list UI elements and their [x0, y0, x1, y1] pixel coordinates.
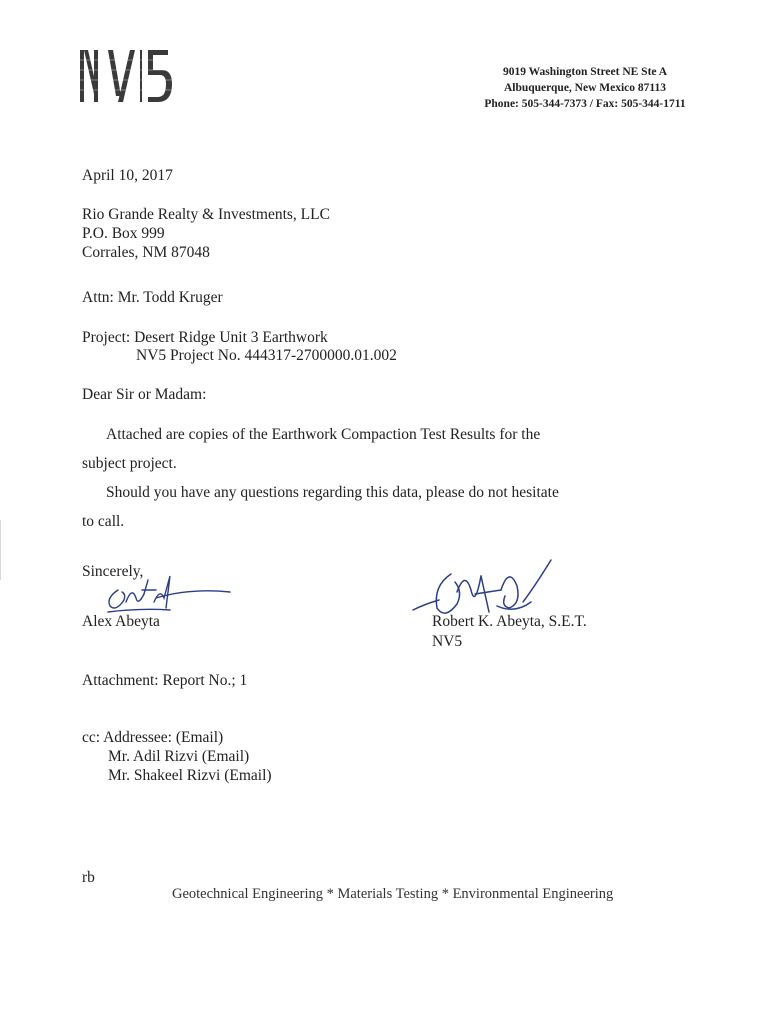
cc-line-1: cc: Addressee: (Email): [82, 729, 224, 746]
recipient-po-box: P.O. Box 999: [82, 225, 165, 242]
salutation: Dear Sir or Madam:: [82, 386, 207, 403]
cc-line-2: Mr. Adil Rizvi (Email): [108, 748, 250, 765]
letter-date: April 10, 2017: [82, 167, 173, 184]
right-signatory-name: Robert K. Abeyta, S.E.T.: [432, 613, 587, 630]
cc-line-3: Mr. Shakeel Rizvi (Email): [108, 767, 272, 784]
address-line-1: 9019 Washington Street NE Ste A: [502, 66, 668, 78]
recipient-company: Rio Grande Realty & Investments, LLC: [82, 206, 330, 223]
attachment-line: Attachment: Report No.; 1: [82, 672, 248, 689]
body-paragraph-1-line-2: subject project.: [82, 455, 177, 472]
right-signatory-company: NV5: [432, 633, 463, 650]
body-paragraph-2-line-2: to call.: [82, 513, 125, 530]
project-line-1: Project: Desert Ridge Unit 3 Earthwork: [82, 329, 328, 346]
letterhead-address: [455, 64, 715, 112]
body-paragraph-2-line-1: Should you have any questions regarding this data, please do not hesitate: [106, 484, 559, 501]
closing: Sincerely,: [82, 563, 144, 580]
project-line-2: NV5 Project No. 444317-2700000.01.002: [136, 347, 397, 364]
left-signatory-name: Alex Abeyta: [82, 613, 160, 630]
footer-services: Geotechnical Engineering * Materials Testing * Environmental Engineering: [172, 886, 614, 902]
phone-fax-line: Phone: 505-344-7373 / Fax: 505-344-1711: [484, 98, 686, 110]
recipient-city: Corrales, NM 87048: [82, 244, 210, 261]
address-line-2: Albuquerque, New Mexico 87113: [503, 82, 667, 94]
typist-initials: rb: [82, 869, 95, 886]
body-paragraph-1-line-1: Attached are copies of the Earthwork Compaction Test Results for the: [106, 426, 541, 443]
scan-edge-mark: [0, 520, 1, 580]
attn-line: Attn: Mr. Todd Kruger: [82, 289, 223, 306]
company-logo: [78, 46, 178, 108]
